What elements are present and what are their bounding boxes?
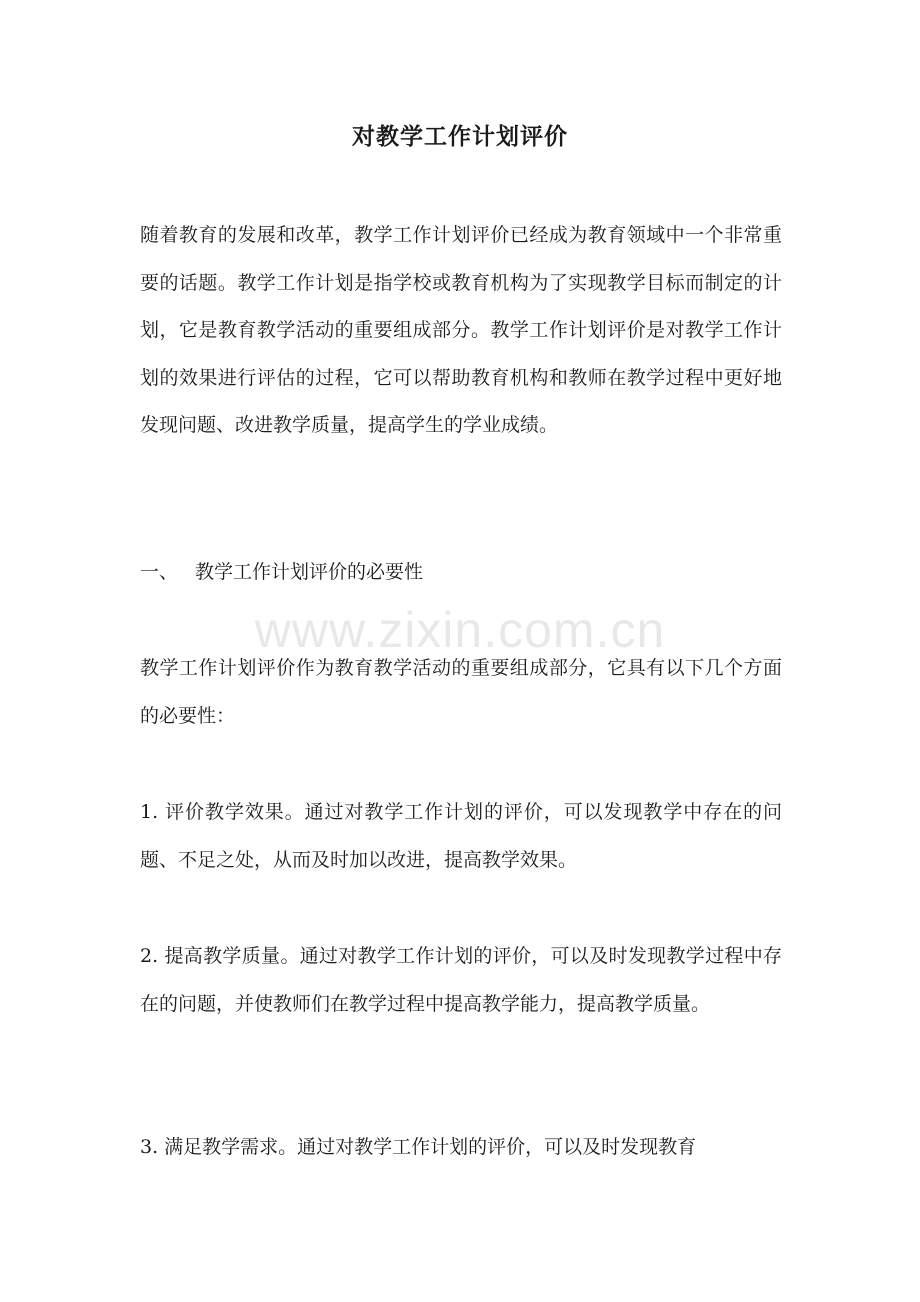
section-lead-paragraph: 教学工作计划评价作为教育教学活动的重要组成部分，它具有以下几个方面的必要性： [140, 657, 782, 727]
list-item: 3. 满足教学需求。通过对教学工作计划的评价，可以及时发现教育 [140, 1136, 697, 1158]
list-item: 2. 提高教学质量。通过对教学工作计划的评价，可以及时发现教学过程中存在的问题，并使教师们在教学过程中提高教学能力，提高教学质量。 [140, 945, 782, 1015]
section-heading-text: 教学工作计划评价的必要性 [195, 561, 424, 583]
document-title: 对教学工作计划评价 [352, 123, 568, 150]
section-number: 一、 [140, 561, 179, 583]
intro-paragraph: 随着教育的发展和改革，教学工作计划评价已经成为教育领域中一个非常重要的话题。教学工作计划是指学校或教育机构为了实现教学目标而制定的计划，它是教育教学活动的重要组成部分。教学工作计划评价是对教学工作计划的效果进行评估的过程，它可以帮助教育机构和教师在教学过程中更好地发现问题、改进教学质量，提高学生的学业成绩。 [140, 224, 782, 437]
section-heading [140, 549, 423, 597]
watermark: www.zixin.com.cn [254, 602, 666, 658]
list-item: 1. 评价教学效果。通过对教学工作计划的评价，可以发现教学中存在的问题、不足之处，从而及时加以改进，提高教学效果。 [140, 801, 782, 871]
